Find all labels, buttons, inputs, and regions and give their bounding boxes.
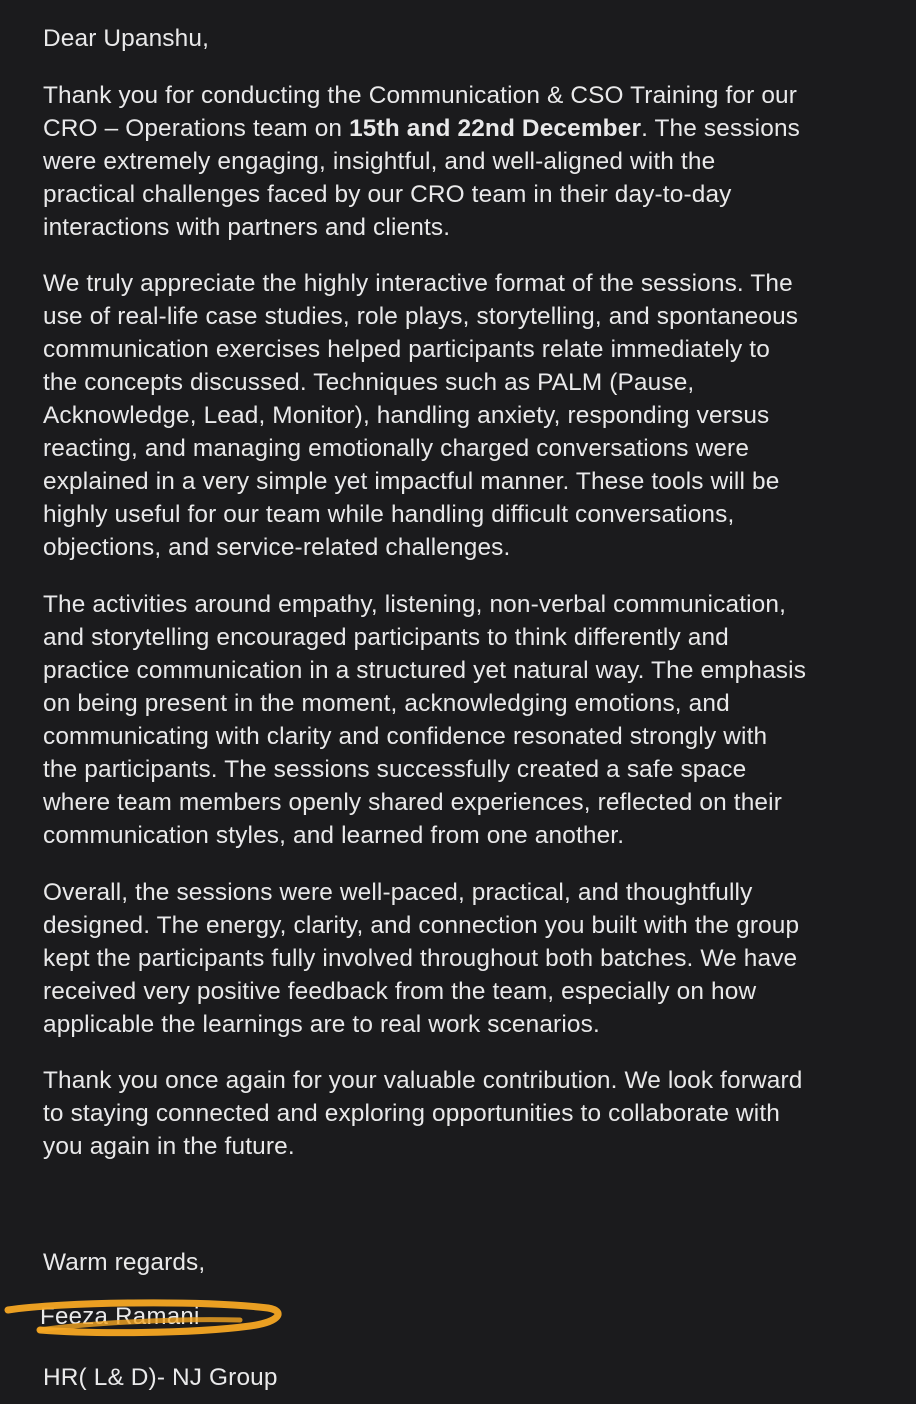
p4-line: received very positive feedback from the team, especially on how — [43, 978, 757, 1005]
p5-line: you again in the future. — [43, 1133, 295, 1160]
p2-line: reacting, and managing emotionally charged conversations were — [43, 435, 750, 462]
p1-line-5: interactions with partners and clients. — [43, 214, 451, 241]
p3-line: communicating with clarity and confidence resonated strongly with — [43, 723, 768, 750]
p1-line-2-pre: CRO – Operations team on — [43, 115, 350, 142]
p1-line-2-post: . The sessions — [641, 115, 801, 142]
p4-line: Overall, the sessions were well-paced, practical, and thoughtfully — [43, 879, 753, 906]
paragraph-1 — [43, 79, 883, 244]
p2-line: Acknowledge, Lead, Monitor), handling anxiety, responding versus — [43, 402, 770, 429]
p3-line: on being present in the moment, acknowledging emotions, and — [43, 690, 730, 717]
p1-line-1: Thank you for conducting the Communication & CSO Training for our — [43, 82, 798, 109]
p2-line: use of real-life case studies, role plays, storytelling, and spontaneous — [43, 303, 799, 330]
paragraph-3 — [43, 588, 883, 852]
p4-line: applicable the learnings are to real work scenarios. — [43, 1011, 600, 1038]
p1-line-4: practical challenges faced by our CRO team in their day-to-day — [43, 181, 732, 208]
p2-line: the concepts discussed. Techniques such as PALM (Pause, — [43, 369, 695, 396]
paragraph-2 — [43, 267, 883, 564]
greeting: Dear Upanshu, — [43, 25, 210, 52]
p4-line: designed. The energy, clarity, and connection you built with the group — [43, 912, 800, 939]
redacted-signature — [0, 1296, 290, 1338]
training-dates: 15th and 22nd December — [349, 115, 642, 142]
closing: Warm regards, — [43, 1249, 206, 1276]
p5-line: Thank you once again for your valuable contribution. We look forward — [43, 1067, 803, 1094]
p3-line: communication styles, and learned from one another. — [43, 822, 625, 849]
p3-line: The activities around empathy, listening, non-verbal communication, — [43, 591, 787, 618]
p3-line: the participants. The sessions successfully created a safe space — [43, 756, 747, 783]
highlighter-redaction-mark — [0, 1296, 290, 1338]
p4-line: kept the participants fully involved throughout both batches. We have — [43, 945, 798, 972]
p3-line: and storytelling encouraged participants to think differently and — [43, 624, 729, 651]
p2-line: highly useful for our team while handling difficult conversations, — [43, 501, 735, 528]
p3-line: where team members openly shared experiences, reflected on their — [43, 789, 782, 816]
p3-line: practice communication in a structured yet natural way. The emphasis — [43, 657, 807, 684]
p5-line: to staying connected and exploring opportunities to collaborate with — [43, 1100, 780, 1127]
p2-line: communication exercises helped participants relate immediately to — [43, 336, 770, 363]
p2-line: explained in a very simple yet impactful manner. These tools will be — [43, 468, 780, 495]
p2-line: We truly appreciate the highly interactive format of the sessions. The — [43, 270, 793, 297]
p1-line-3: were extremely engaging, insightful, and well-aligned with the — [43, 148, 716, 175]
p2-line: objections, and service-related challenges. — [43, 534, 511, 561]
signer-name: Feeza Ramani — [40, 1303, 200, 1330]
p1-line-2 — [43, 112, 883, 145]
paragraph-5 — [43, 1064, 883, 1163]
signer-title: HR( L& D)- NJ Group — [43, 1364, 278, 1391]
paragraph-4 — [43, 876, 883, 1041]
